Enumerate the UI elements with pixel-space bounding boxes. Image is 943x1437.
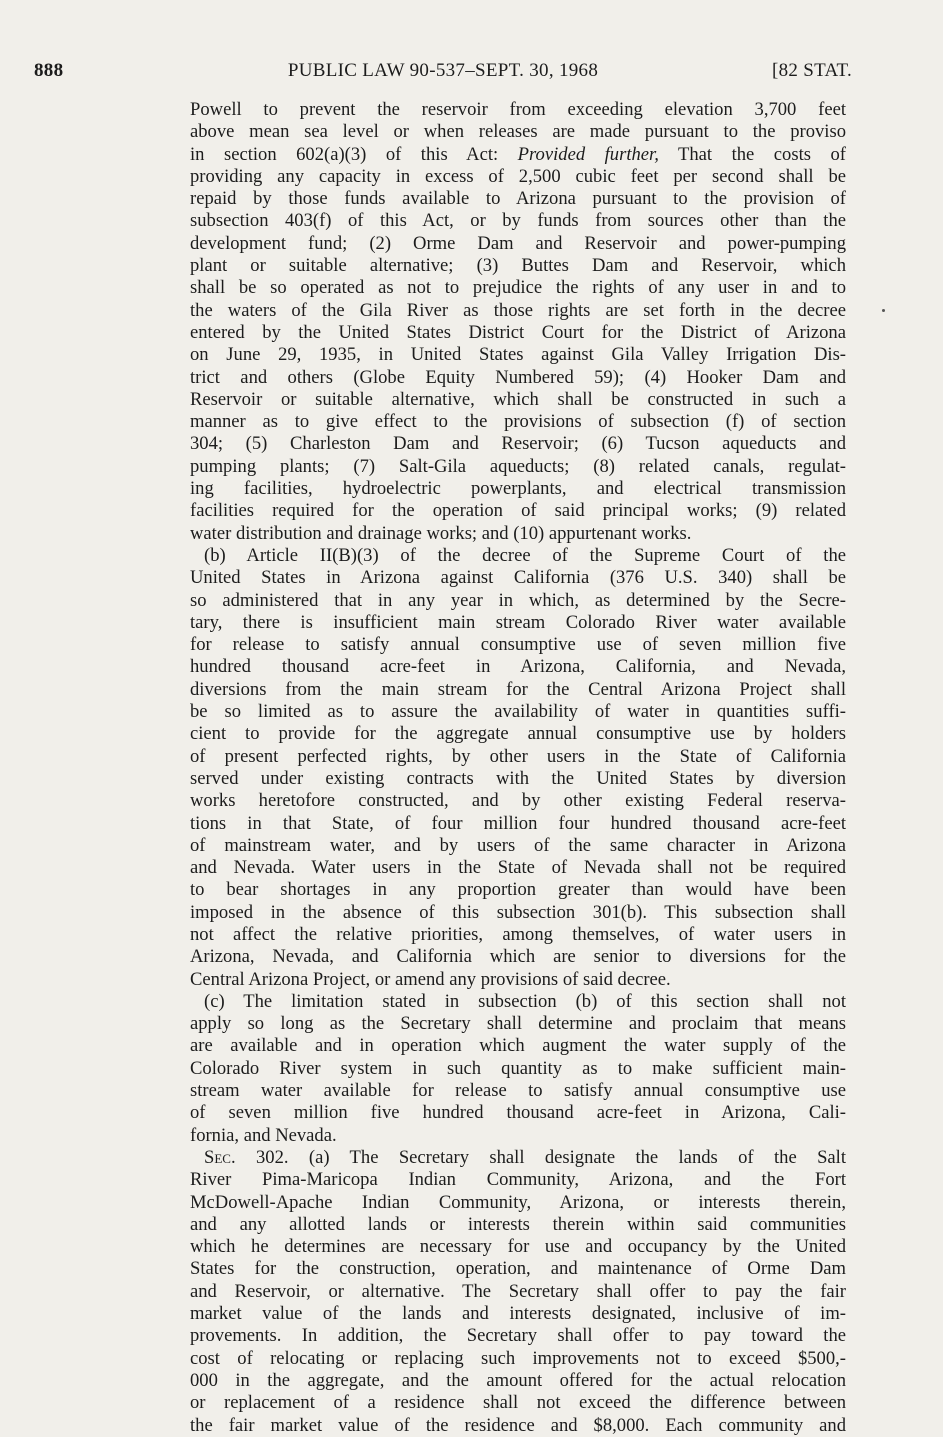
text-line: are available and in operation which augment the water supply of the (190, 1035, 846, 1057)
text-line: Powell to prevent the reservoir from exceeding elevation 3,700 feet (190, 99, 846, 120)
text-line: cost of relocating or replacing such improvements not to exceed $500,- (190, 1347, 846, 1369)
text-line: for release to satisfy annual consumptive use of seven million five (190, 634, 846, 656)
text-line: manner as to give effect to the provisions of subsection (f) of section (190, 411, 846, 433)
text-line: stream water available for release to satisfy annual consumptive use (190, 1080, 846, 1102)
text-line: to bear shortages in any proportion greater than would have been (190, 879, 846, 901)
text-line: United States in Arizona against California (376 U.S. 340) shall be (190, 567, 846, 589)
text-line: of present perfected rights, by other users in the State of California (190, 745, 846, 767)
text-line: water distribution and drainage works; and (10) appurtenant works. (190, 522, 692, 544)
text-line: (c) The limitation stated in subsection (b) of this section shall not (204, 990, 846, 1012)
text-line: above mean sea level or when releases are made pursuant to the proviso (190, 121, 846, 143)
text-line: States for the construction, operation, and maintenance of Orme Dam (190, 1258, 846, 1280)
text-line: and Reservoir, or alternative. The Secretary shall offer to pay the fair (190, 1280, 846, 1302)
text-line: and any allotted lands or interests therein within said communities (190, 1213, 846, 1235)
text-line: subsection 403(f) of this Act, or by funds from sources other than the (190, 210, 846, 232)
text-line: which he determines are necessary for use and occupancy by the United (190, 1236, 846, 1258)
text-line: cient to provide for the aggregate annual consumptive use by holders (190, 723, 846, 745)
line-prefix: in section 602(a)(3) of this Act: (190, 143, 518, 165)
text-line: Central Arizona Project, or amend any provisions of said decree. (190, 968, 671, 990)
text-line: or replacement of a residence shall not exceed the difference between (190, 1392, 846, 1414)
text-line: pumping plants; (7) Salt-Gila aqueducts; (8) related canals, regulat- (190, 455, 846, 477)
running-head: PUBLIC LAW 90-537–SEPT. 30, 1968 (287, 60, 599, 81)
body-text (190, 99, 846, 1437)
text-line: tions in that State, of four million four hundred thousand acre-feet (190, 812, 846, 834)
text-line: repaid by those funds available to Arizona pursuant to the provision of (190, 188, 846, 210)
text-line: development fund; (2) Orme Dam and Reservoir and power-pumping (190, 232, 846, 254)
page-header (34, 60, 852, 84)
text-line: 000 in the aggregate, and the amount offered for the actual relocation (190, 1369, 846, 1391)
page-number: 888 (34, 60, 64, 81)
text-line: so administered that in any year in which, as determined by the Secre- (190, 589, 846, 611)
text-line: not affect the relative priorities, among themselves, of water users in (190, 923, 846, 945)
text-line: Arizona, Nevada, and California which are senior to diversions for the (190, 946, 846, 968)
text-line: entered by the United States District Court for the District of Arizona (190, 321, 846, 343)
text-line: (b) Article II(B)(3) of the decree of the Supreme Court of the (204, 544, 846, 566)
text-line: the waters of the Gila River as those rights are set forth in the decree (190, 299, 846, 321)
emphasized-phrase: Provided further, (517, 143, 659, 165)
text-line: McDowell-Apache Indian Community, Arizona, or interests therein, (190, 1191, 846, 1213)
text-line: be so limited as to assure the availability of water in quantities suffi- (190, 701, 846, 723)
text-line: trict and others (Globe Equity Numbered 59); (4) Hooker Dam and (190, 366, 846, 388)
text-line: River Pima-Maricopa Indian Community, Arizona, and the Fort (190, 1169, 846, 1191)
text-line: market value of the lands and interests designated, inclusive of im- (190, 1303, 846, 1325)
text-line: Colorado River system in such quantity as to make sufficient main- (190, 1057, 846, 1079)
text-line: Reservoir or suitable alternative, which shall be constructed in such a (190, 388, 846, 410)
text-line: imposed in the absence of this subsection 301(b). This subsection shall (190, 901, 846, 923)
text-line: provements. In addition, the Secretary shall offer to pay toward the (190, 1325, 846, 1347)
text-line: of seven million five hundred thousand acre-feet in Arizona, Cali- (190, 1102, 846, 1124)
text-line: the fair market value of the residence and $8,000. Each community and (190, 1414, 846, 1436)
text-line: ing facilities, hydroelectric powerplants, and electrical transmission (190, 478, 846, 500)
text-line: 304; (5) Charleston Dam and Reservoir; (6) Tucson aqueducts and (190, 433, 846, 455)
text-line: diversions from the main stream for the Central Arizona Project shall (190, 678, 846, 700)
text-line (190, 144, 846, 166)
text-line: of mainstream water, and by users of the same character in Arizona (190, 834, 846, 856)
text-line: hundred thousand acre-feet in Arizona, California, and Nevada, (190, 656, 846, 678)
text-line: plant or suitable alternative; (3) Buttes Dam and Reservoir, which (190, 255, 846, 277)
line-suffix: 302. (a) The Secretary shall designate the lands of the Salt (235, 1146, 846, 1168)
statute-reference: [82 STAT. (772, 60, 852, 81)
text-line: served under existing contracts with the United States by diversion (190, 767, 846, 789)
text-line (190, 1147, 846, 1169)
section-label: Sec. (204, 1146, 236, 1168)
text-line: facilities required for the operation of said principal works; (9) related (190, 500, 846, 522)
line-suffix: That the costs of (658, 143, 846, 165)
text-line: apply so long as the Secretary shall determine and proclaim that means (190, 1013, 846, 1035)
text-line: on June 29, 1935, in United States against Gila Valley Irrigation Dis- (190, 344, 846, 366)
text-line: providing any capacity in excess of 2,500 cubic feet per second shall be (190, 165, 846, 187)
text-line: shall be so operated as not to prejudice the rights of any user in and to (190, 277, 846, 299)
print-speck (882, 309, 885, 312)
text-line: tary, there is insufficient main stream Colorado River water available (190, 611, 846, 633)
text-line: works heretofore constructed, and by other existing Federal reserva- (190, 790, 846, 812)
text-line: fornia, and Nevada. (190, 1124, 337, 1146)
text-line: and Nevada. Water users in the State of Nevada shall not be required (190, 857, 846, 879)
